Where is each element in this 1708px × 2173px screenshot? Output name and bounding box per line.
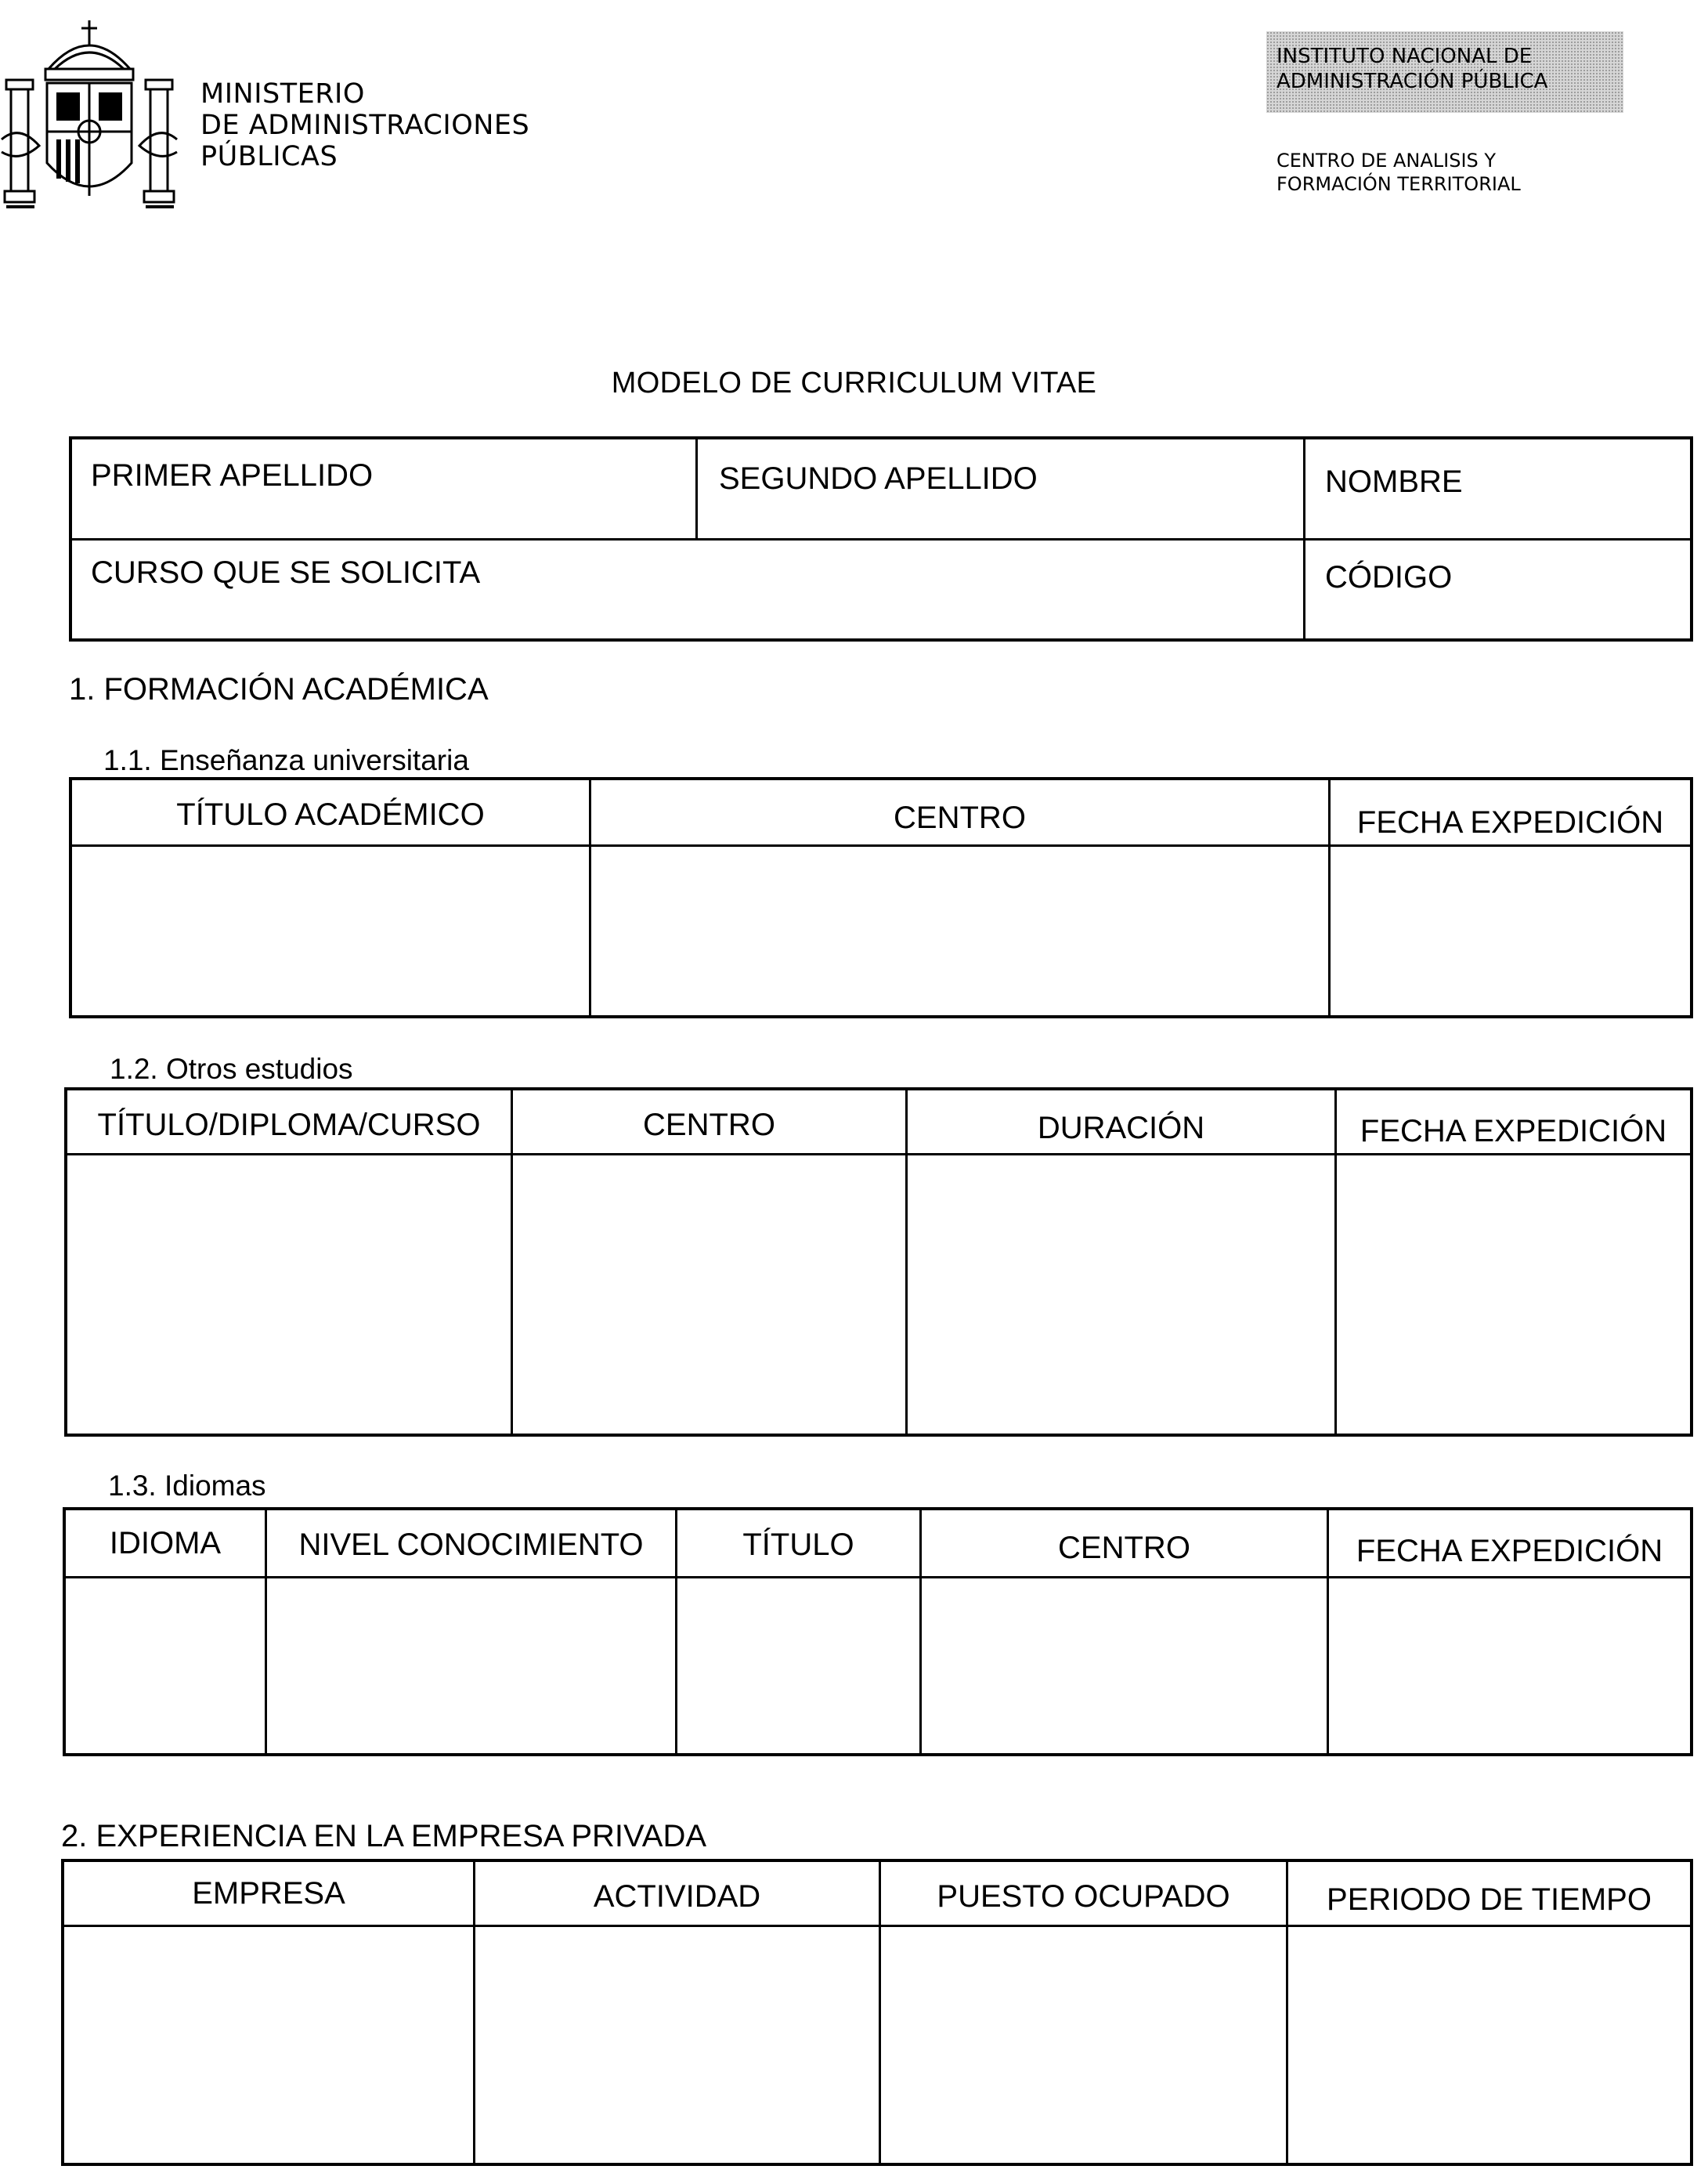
header-title: TÍTULO xyxy=(742,1528,854,1562)
section-2-title: 2. EXPERIENCIA EN LA EMPRESA PRIVADA xyxy=(61,1819,707,1853)
center-line-1: CENTRO DE ANALISIS Y xyxy=(1276,150,1497,172)
header-duration: DURACIÓN xyxy=(1037,1111,1205,1145)
header-center: CENTRO xyxy=(643,1108,775,1142)
other-studies-table xyxy=(64,1087,1693,1437)
header-center: CENTRO xyxy=(1058,1531,1190,1565)
languages-table xyxy=(63,1507,1693,1756)
header-issue-date: FECHA EXPEDICIÓN xyxy=(1356,805,1664,840)
page-title: MODELO DE CURRICULUM VITAE xyxy=(611,367,1097,400)
first-surname-field[interactable]: PRIMER APELLIDO xyxy=(91,458,374,493)
ministry-line-1: MINISTERIO xyxy=(200,78,365,110)
institute-line-2: ADMINISTRACIÓN PÚBLICA xyxy=(1276,70,1548,93)
center-name xyxy=(1276,149,1521,196)
private-experience-table xyxy=(61,1859,1693,2166)
subsection-1-3-title: 1.3. Idiomas xyxy=(108,1470,266,1502)
center-line-2: FORMACIÓN TERRITORIAL xyxy=(1276,173,1521,195)
ministry-line-3: PÚBLICAS xyxy=(200,141,338,172)
header-issue-date: FECHA EXPEDICIÓN xyxy=(1356,1534,1663,1568)
subsection-1-2-title: 1.2. Otros estudios xyxy=(110,1053,353,1085)
institute-name xyxy=(1276,44,1547,94)
header-company: EMPRESA xyxy=(192,1876,345,1911)
course-field[interactable]: CURSO QUE SE SOLICITA xyxy=(91,555,481,590)
code-field[interactable]: CÓDIGO xyxy=(1325,560,1453,595)
header-academic-title: TÍTULO ACADÉMICO xyxy=(176,797,485,832)
institute-line-1: INSTITUTO NACIONAL DE xyxy=(1276,45,1533,68)
ministry-line-2: DE ADMINISTRACIONES xyxy=(200,110,530,141)
header-activity: ACTIVIDAD xyxy=(593,1879,761,1914)
name-field[interactable]: NOMBRE xyxy=(1325,465,1463,499)
header-language: IDIOMA xyxy=(109,1526,222,1560)
section-1-title: 1. FORMACIÓN ACADÉMICA xyxy=(69,672,489,707)
coat-of-arms-emblem xyxy=(0,14,179,210)
header-issue-date: FECHA EXPEDICIÓN xyxy=(1360,1114,1667,1148)
header-time-period: PERIODO DE TIEMPO xyxy=(1327,1882,1652,1917)
university-education-table xyxy=(69,777,1693,1018)
header-center: CENTRO xyxy=(894,801,1026,835)
ministry-name xyxy=(200,78,529,172)
header-diploma-course: TÍTULO/DIPLOMA/CURSO xyxy=(97,1108,481,1142)
personal-data-table xyxy=(69,436,1693,642)
header-position: PUESTO OCUPADO xyxy=(937,1879,1230,1914)
second-surname-field[interactable]: SEGUNDO APELLIDO xyxy=(719,461,1038,496)
subsection-1-1-title: 1.1. Enseñanza universitaria xyxy=(103,744,469,776)
header-knowledge-level: NIVEL CONOCIMIENTO xyxy=(298,1528,644,1562)
